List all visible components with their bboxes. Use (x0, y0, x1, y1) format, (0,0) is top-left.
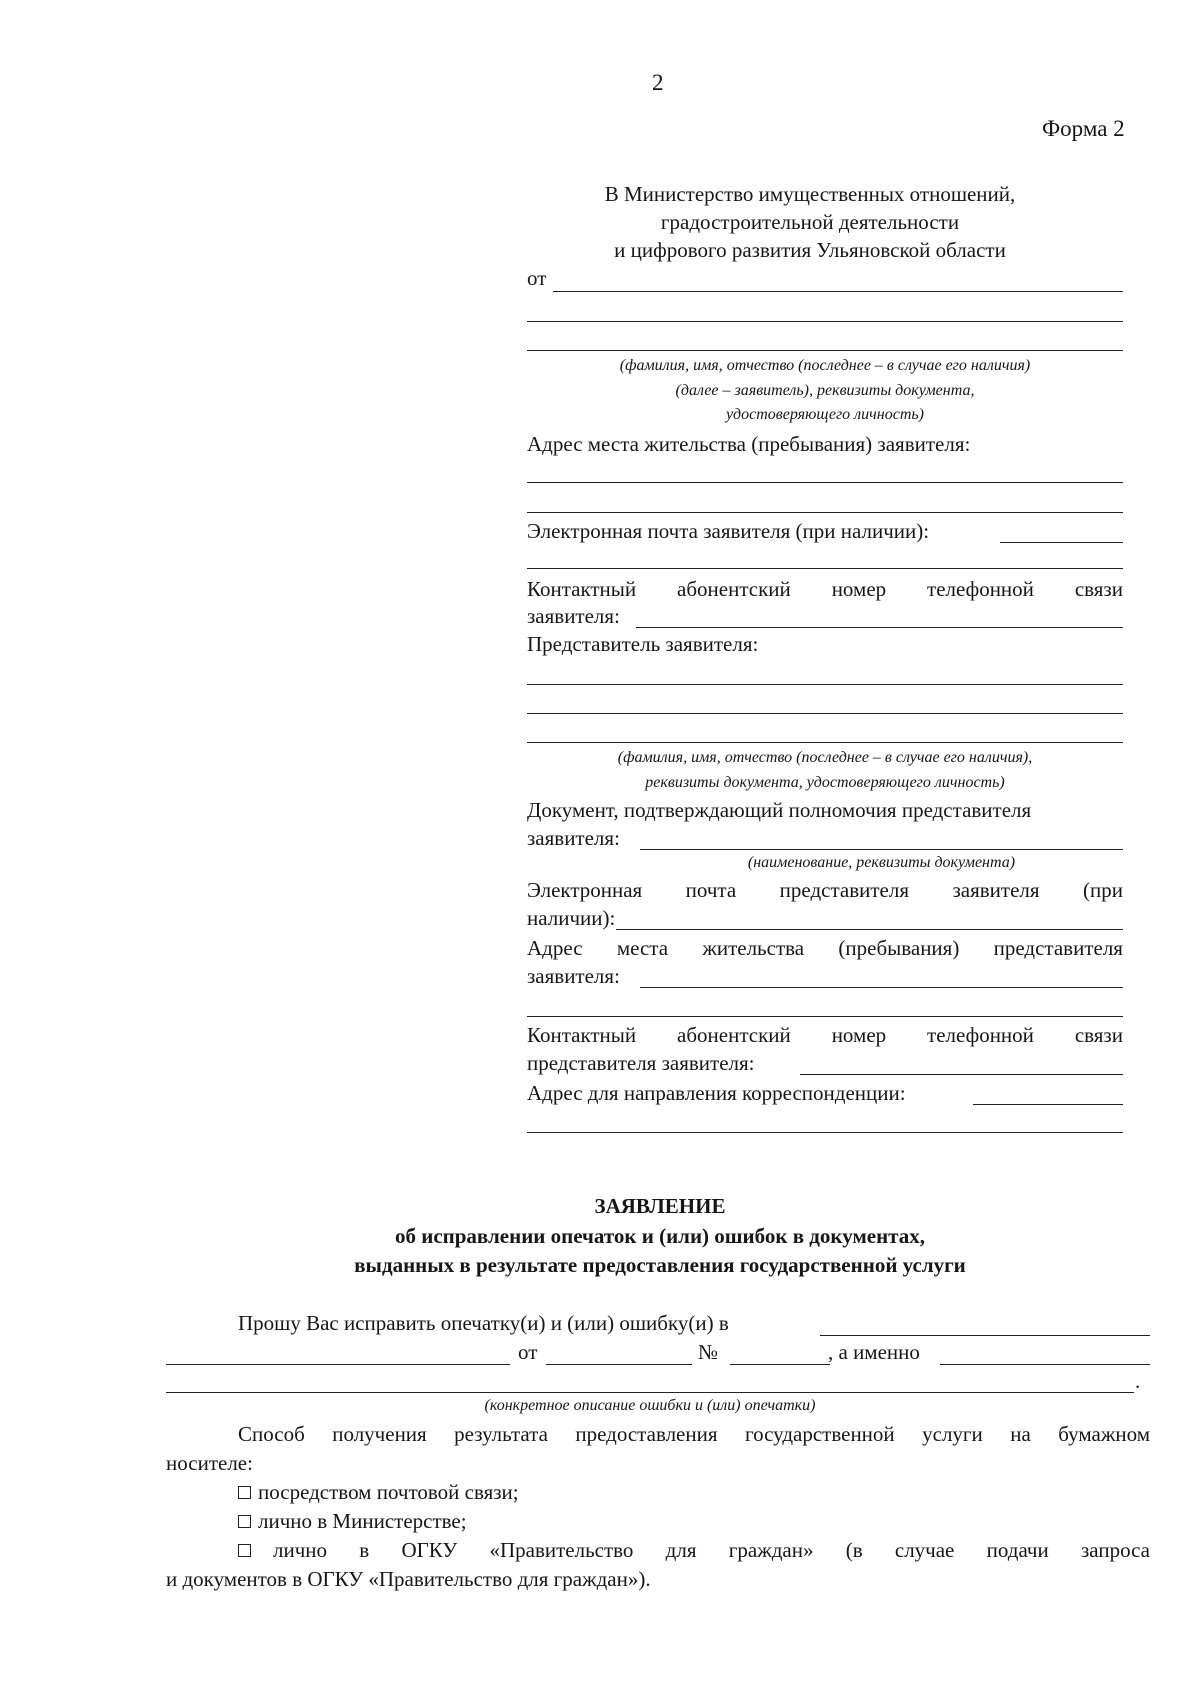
representative-phone-field[interactable] (800, 1074, 1123, 1075)
period: . (1135, 1369, 1141, 1393)
representative-field[interactable] (527, 684, 1123, 685)
phone-word: связи (1074, 1023, 1123, 1047)
option-ogku[interactable] (238, 1537, 1150, 1563)
from-label: от (527, 266, 547, 290)
email-word: Электронная (527, 878, 643, 902)
correspondence-field[interactable] (973, 1104, 1123, 1105)
phone-word: Контактный (527, 577, 637, 601)
option-post-label: посредством почтовой связи; (258, 1480, 519, 1504)
applicant-phone-label (527, 576, 1123, 602)
document-title: ЗАЯВЛЕНИЕ (594, 1194, 726, 1218)
email-word: (при (1083, 878, 1123, 902)
option-ministry[interactable] (238, 1508, 467, 1534)
address-word: Адрес (527, 936, 583, 960)
representative-field-line-3[interactable] (527, 742, 1123, 743)
email-word: представителя (779, 878, 909, 902)
date-field[interactable] (546, 1364, 692, 1365)
error-note: (конкретное описание ошибки и (или) опечатки) (484, 1397, 816, 1414)
address-word: представителя (993, 936, 1123, 960)
representative-note-1: (фамилия, имя, отчество (последнее – в случае его наличия), (617, 749, 1033, 766)
representative-phone-label-2: представителя заявителя: (527, 1051, 755, 1075)
representative-email-field[interactable] (616, 929, 1123, 930)
applicant-address-label: Адрес места жительства (пребывания) заявителя: (527, 432, 971, 456)
applicant-address-field-line-2[interactable] (527, 512, 1123, 513)
representative-email-label (527, 877, 1123, 903)
addressee-line-1: В Министерство имущественных отношений, (604, 182, 1016, 206)
namely-field[interactable] (940, 1364, 1150, 1365)
applicant-address-field[interactable] (527, 482, 1123, 483)
namely-text: , а именно (828, 1340, 920, 1364)
from-field-line-2[interactable] (527, 321, 1123, 322)
phone-word: связи (1074, 577, 1123, 601)
phone-word: Контактный (527, 1023, 637, 1047)
method-line-1: Способ получения результата предоставления государственной услуги на бумажном (238, 1422, 1150, 1446)
from-field-line-3[interactable] (527, 350, 1123, 351)
applicant-email-field[interactable] (1000, 542, 1123, 543)
document-name-field-line-2[interactable] (166, 1364, 510, 1365)
representative-field-line-2[interactable] (527, 713, 1123, 714)
addressee-line-2: градостроительной деятельности (660, 210, 960, 234)
correspondence-field-line-2[interactable] (527, 1132, 1123, 1133)
phone-word: телефонной (927, 1023, 1034, 1047)
option-post[interactable] (238, 1479, 519, 1505)
method-line-2: носителе: (166, 1451, 253, 1475)
representative-doc-label-2: заявителя: (527, 826, 620, 850)
page-number: 2 (652, 70, 664, 95)
applicant-note-3: удостоверяющего личность) (726, 406, 924, 423)
representative-note-2: реквизиты документа, удостоверяющего личность) (645, 774, 1005, 791)
applicant-note-2: (далее – заявитель), реквизиты документа, (675, 382, 975, 399)
document-name-field[interactable] (820, 1335, 1150, 1336)
form-label: Форма 2 (1042, 116, 1125, 141)
option-ogku-label: лично в ОГКУ «Правительство для граждан» (в случае подачи запроса (273, 1538, 1150, 1562)
representative-email-label-2: наличии): (527, 906, 616, 930)
applicant-email-field-line-2[interactable] (527, 568, 1123, 569)
number-sign: № (698, 1340, 719, 1364)
from-word: от (518, 1340, 538, 1364)
email-word: заявителя (952, 878, 1040, 902)
applicant-phone-label-2: заявителя: (527, 604, 620, 628)
email-word: почта (685, 878, 737, 902)
phone-word: абонентский (677, 1023, 791, 1047)
applicant-email-label: Электронная почта заявителя (при наличии): (527, 519, 930, 543)
correspondence-label: Адрес для направления корреспонденции: (527, 1081, 906, 1105)
document-subtitle-2: выданных в результате предоставления государственной услуги (354, 1253, 966, 1277)
representative-phone-label (527, 1022, 1123, 1048)
representative-label: Представитель заявителя: (527, 632, 759, 656)
number-field[interactable] (730, 1364, 830, 1365)
checkbox-ogku[interactable] (238, 1544, 251, 1557)
checkbox-post[interactable] (238, 1486, 251, 1499)
phone-word: номер (831, 577, 887, 601)
address-word: места (616, 936, 669, 960)
representative-doc-note: (наименование, реквизиты документа) (747, 854, 1016, 871)
phone-word: абонентский (677, 577, 791, 601)
option-ogku-label-2: и документов в ОГКУ «Правительство для граждан»). (166, 1567, 651, 1591)
representative-address-field-line-2[interactable] (527, 1016, 1123, 1017)
document-subtitle-1: об исправлении опечаток и (или) ошибок в документах, (394, 1224, 925, 1248)
address-word: (пребывания) (838, 936, 960, 960)
representative-doc-field[interactable] (640, 849, 1123, 850)
request-text: Прошу Вас исправить опечатку(и) и (или) ошибку(и) в (238, 1311, 729, 1335)
from-field[interactable] (553, 291, 1123, 292)
checkbox-ministry[interactable] (238, 1515, 251, 1528)
representative-address-label (527, 935, 1123, 961)
address-word: жительства (702, 936, 805, 960)
error-description-field[interactable] (166, 1392, 1134, 1393)
representative-doc-label: Документ, подтверждающий полномочия представителя (527, 798, 1032, 822)
phone-word: телефонной (927, 577, 1034, 601)
applicant-note-1: (фамилия, имя, отчество (последнее – в случае его наличия) (619, 357, 1031, 374)
addressee-line-3: и цифрового развития Ульяновской области (614, 238, 1006, 262)
applicant-phone-field[interactable] (636, 627, 1123, 628)
phone-word: номер (831, 1023, 887, 1047)
representative-address-field[interactable] (640, 987, 1123, 988)
option-ministry-label: лично в Министерстве; (258, 1509, 467, 1533)
representative-address-label-2: заявителя: (527, 964, 620, 988)
